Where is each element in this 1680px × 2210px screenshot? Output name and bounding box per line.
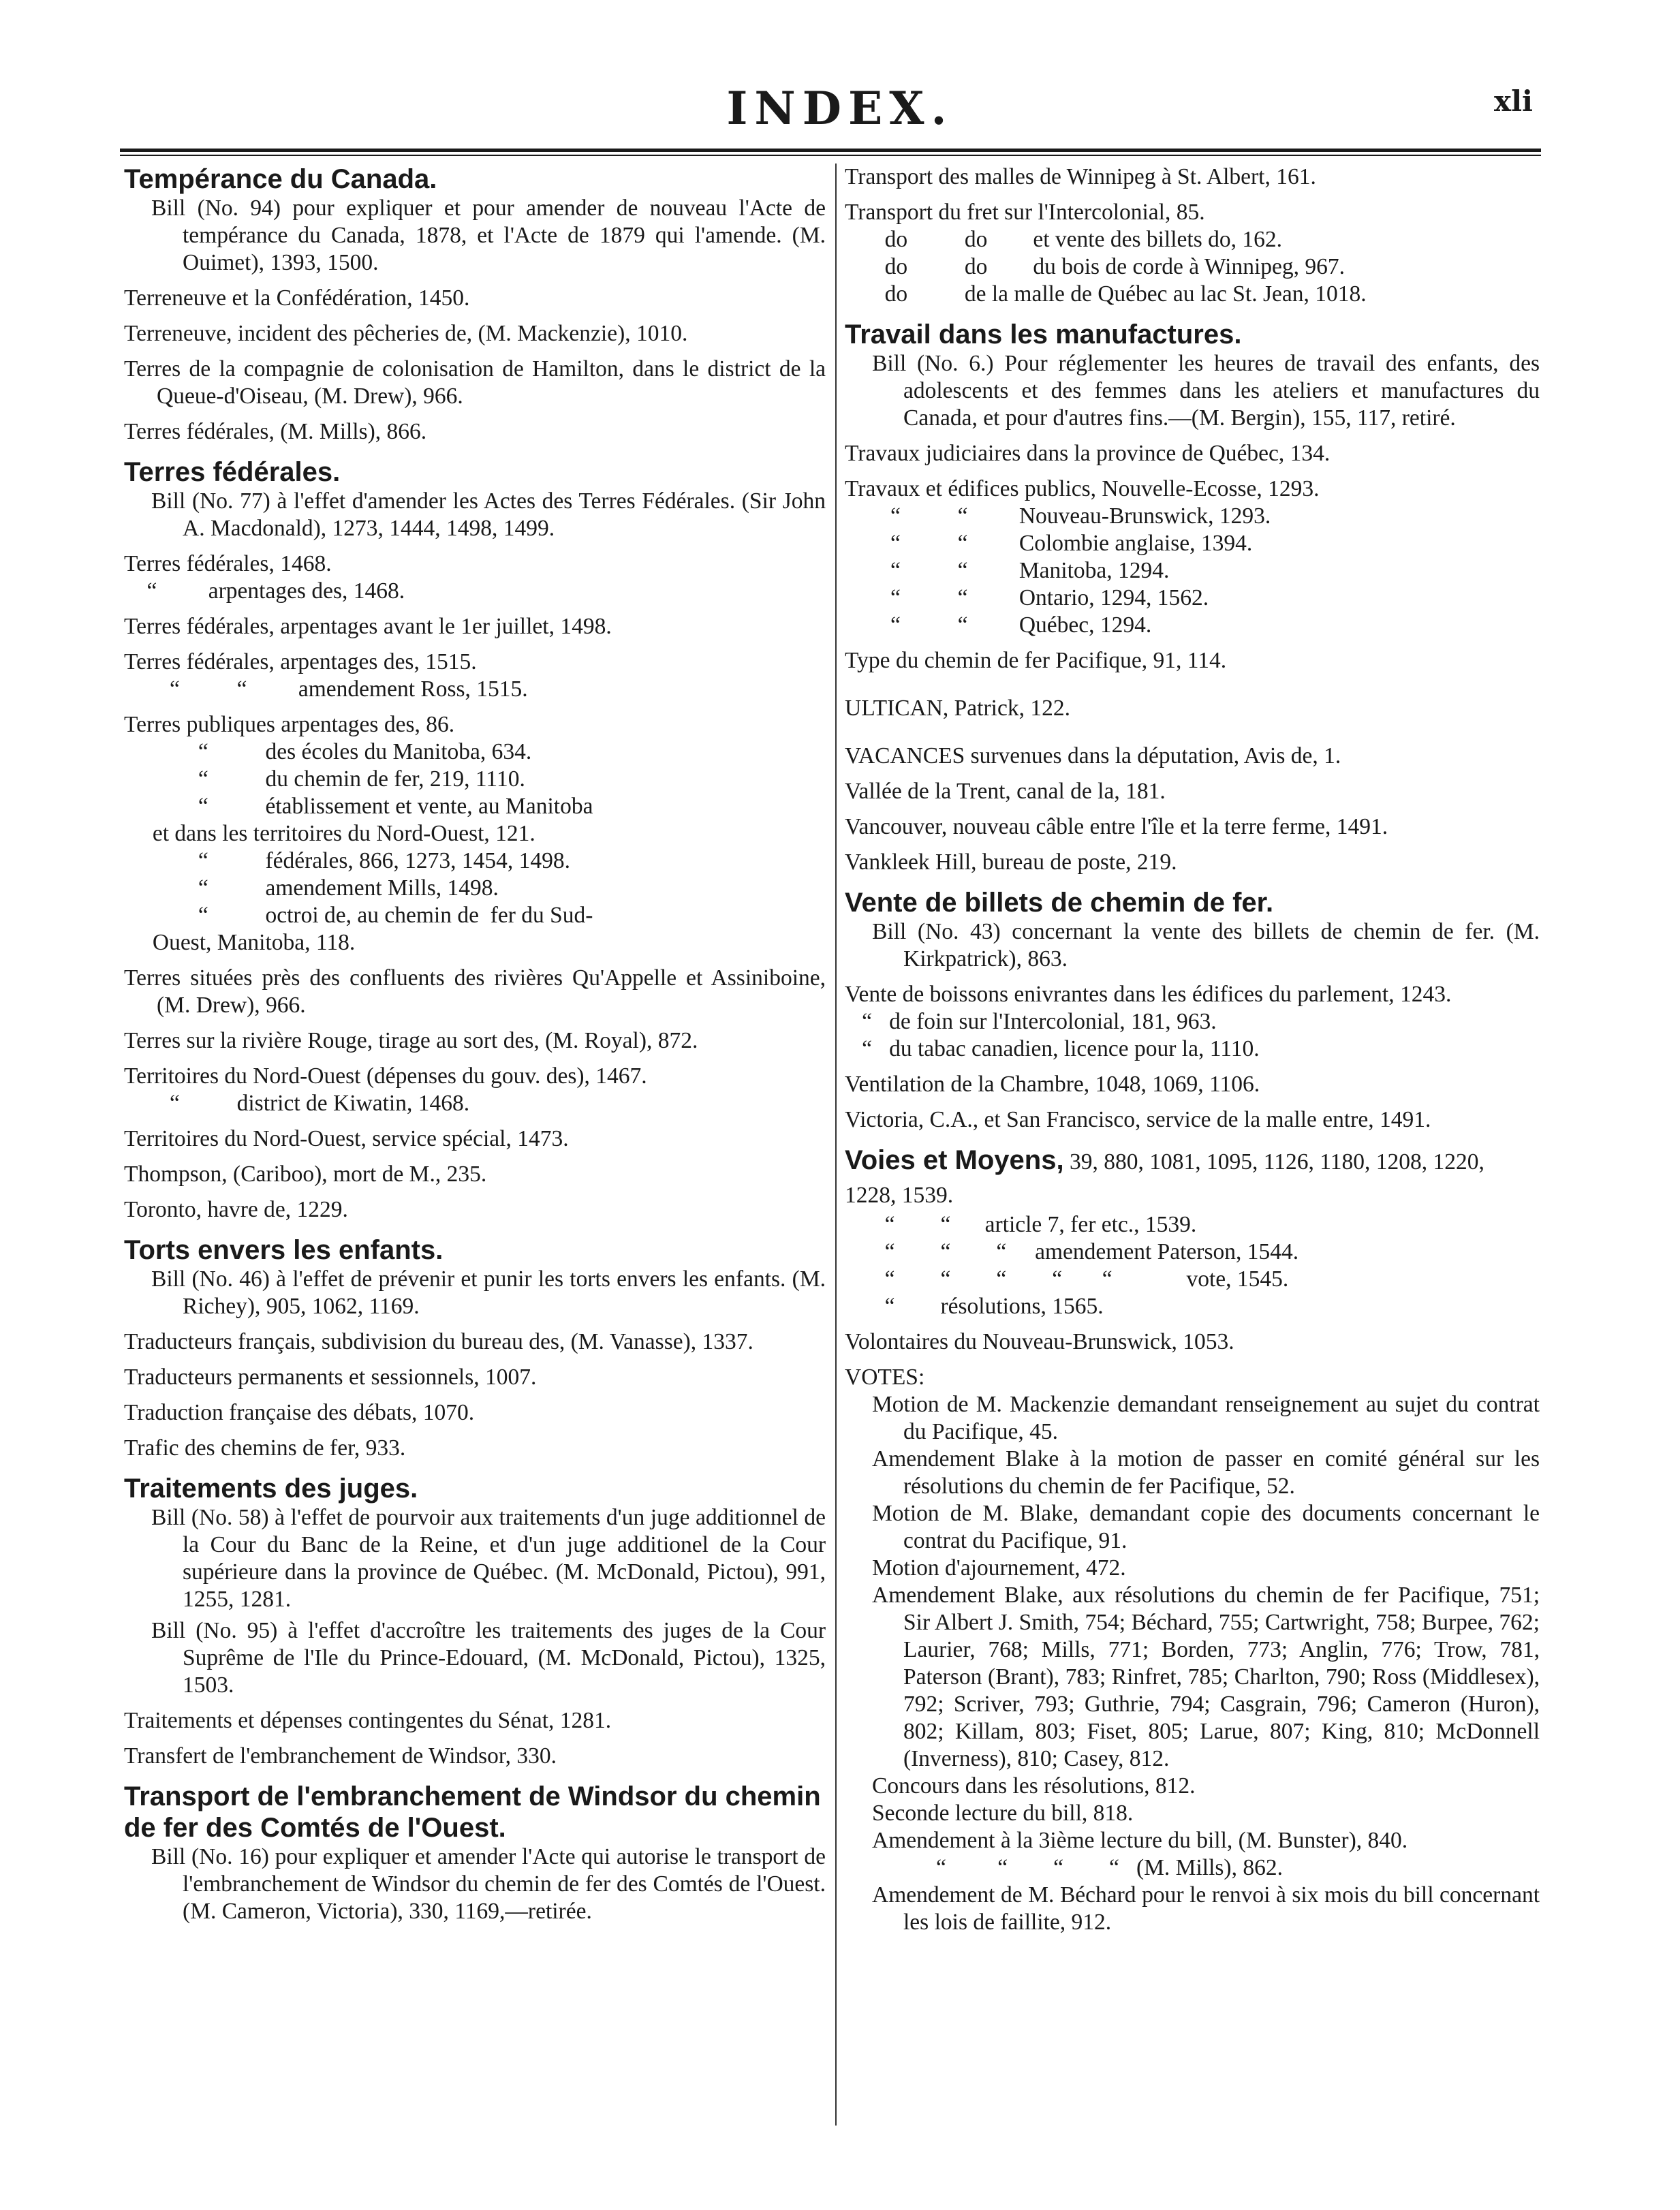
header-rule (120, 149, 1541, 152)
index-ditto-entry: “ des écoles du Manitoba, 634. (124, 739, 532, 764)
index-entry: Thompson, (Cariboo), mort de M., 235. (124, 1162, 487, 1187)
index-ditto-entry: do de la malle de Québec au lac St. Jean, 1018. (845, 281, 1367, 307)
index-sub-entry: Concours dans les résolutions, 812. (872, 1773, 1196, 1799)
index-heading-label: Voies et Moyens, (845, 1145, 1064, 1175)
index-ditto-entry: “ résolutions, 1565. (845, 1294, 1104, 1319)
index-entry: Traduction française des débats, 1070. (124, 1400, 475, 1425)
index-entry: Territoires du Nord-Ouest (dépenses du gouv. des), 1467. (124, 1063, 647, 1089)
index-heading: Torts envers les enfants. (124, 1235, 444, 1265)
index-sub-entry: Bill (No. 95) à l'effet d'accroître les traitements des juges de la Cour Suprême de l'Ile du Prince-Edouard, (M. McDonald, Pictou), 1325, 1503. (151, 1618, 826, 1698)
index-ditto-entry: “ “ “ “ (M. Mills), 862. (845, 1855, 1283, 1880)
index-entry: VOTES: (845, 1365, 925, 1390)
index-entry: Vente de boissons enivrantes dans les édifices du parlement, 1243. (845, 982, 1452, 1007)
index-heading: Travail dans les manufactures. (845, 320, 1242, 349)
index-heading-pages: 39, 880, 1081, 1095, 1126, 1180, 1208, 1220, 1228, 1539. (845, 1149, 1484, 1208)
index-ditto-entry: “ du chemin de fer, 219, 1110. (124, 766, 525, 792)
index-entry: Terres sur la rivière Rouge, tirage au sort des, (M. Royal), 872. (124, 1028, 698, 1053)
index-entry: Trafic des chemins de fer, 933. (124, 1435, 406, 1461)
index-heading (845, 1145, 1540, 1211)
index-ditto-entry: “ “ Ontario, 1294, 1562. (845, 585, 1209, 610)
index-entry: Ventilation de la Chambre, 1048, 1069, 1106. (845, 1072, 1260, 1097)
index-entry: Volontaires du Nouveau-Brunswick, 1053. (845, 1329, 1234, 1354)
index-ditto-entry: “ de foin sur l'Intercolonial, 181, 963. (845, 1009, 1217, 1034)
left-column (124, 164, 826, 1925)
index-ditto-entry: “ district de Kiwatin, 1468. (124, 1091, 470, 1116)
index-entry: Traitements et dépenses contingentes du Sénat, 1281. (124, 1708, 612, 1733)
index-entry: Victoria, C.A., et San Francisco, service de la malle entre, 1491. (845, 1107, 1431, 1132)
index-ditto-entry: do do du bois de corde à Winnipeg, 967. (845, 254, 1345, 279)
index-heading: Terres fédérales. (124, 457, 341, 487)
index-entry: VACANCES survenues dans la députation, Avis de, 1. (845, 743, 1341, 768)
index-heading: Transport de l'embranchement de Windsor du chemin de fer des Comtés de l'Ouest. (124, 1781, 821, 1843)
index-entry: Terres fédérales, (M. Mills), 866. (124, 419, 427, 444)
index-ditto-entry: “ “ Colombie anglaise, 1394. (845, 531, 1253, 556)
index-sub-entry: Motion d'ajournement, 472. (872, 1555, 1126, 1581)
index-entry: Transport des malles de Winnipeg à St. Albert, 161. (845, 164, 1316, 189)
index-entry: Terres fédérales, arpentages avant le 1er juillet, 1498. (124, 614, 612, 639)
index-heading: Tempérance du Canada. (124, 164, 437, 194)
index-sub-entry: Bill (No. 77) à l'effet d'amender les Actes des Terres Fédérales. (Sir John A. Macdonald), 1273, 1444, 1498, 1499. (151, 488, 826, 541)
index-entry: Transfert de l'embranchement de Windsor, 330. (124, 1743, 557, 1769)
index-heading: Traitements des juges. (124, 1474, 418, 1504)
index-entry: Terreneuve, incident des pêcheries de, (M. Mackenzie), 1010. (124, 321, 688, 346)
index-ditto-entry: “ du tabac canadien, licence pour la, 1110. (845, 1036, 1260, 1061)
index-ditto-entry: “ “ amendement Ross, 1515. (124, 676, 528, 702)
index-ditto-entry: “ “ “ amendement Paterson, 1544. (845, 1239, 1299, 1264)
index-ditto-entry: “ “ Nouveau-Brunswick, 1293. (845, 503, 1271, 529)
index-entry: Transport du fret sur l'Intercolonial, 85. (845, 200, 1205, 225)
index-entry: Vancouver, nouveau câble entre l'île et la terre ferme, 1491. (845, 814, 1388, 839)
index-entry: Travaux et édifices publics, Nouvelle-Ecosse, 1293. (845, 476, 1320, 501)
column-divider (835, 164, 837, 2126)
index-ditto-entry: “ établissement et vente, au Manitoba (124, 794, 593, 819)
index-heading: Vente de billets de chemin de fer. (845, 888, 1274, 918)
index-entry: ULTICAN, Patrick, 122. (845, 696, 1070, 721)
index-ditto-entry: “ “ “ “ “ vote, 1545. (845, 1266, 1289, 1292)
index-entry: Travaux judiciaires dans la province de Québec, 134. (845, 441, 1331, 466)
index-entry: Traducteurs français, subdivision du bureau des, (M. Vanasse), 1337. (124, 1329, 753, 1354)
index-sub-entry: Motion de M. Mackenzie demandant renseignement au sujet du contrat du Pacifique, 45. (872, 1392, 1540, 1444)
index-sub-entry: Motion de M. Blake, demandant copie des documents concernant le contrat du Pacifique, 91. (872, 1501, 1540, 1553)
index-entry: Terres fédérales, arpentages des, 1515. (124, 649, 477, 674)
index-continuation: Ouest, Manitoba, 118. (124, 930, 356, 955)
index-entry: Traducteurs permanents et sessionnels, 1007. (124, 1365, 537, 1390)
index-sub-entry: Amendement Blake, aux résolutions du chemin de fer Pacifique, 751; Sir Albert J. Smith, 754; Béchard, 755; Cartwright, 758; Burpee, 762; Laurier, 768; Mills, 771; Borden, 773; Anglin, 776; Trow, 781, Paterson (Brant), 783; Rinfret, 785; Charlton, 790; Ross (Middlesex), 792; Scriver, 793; Guthrie, 794; Casgrain, 796; Cameron (Huron), 802; Killam, 803; Fiset, 805; Larue, 807; King, 810; McDonnell (Inverness), 810; Casey, 812. (872, 1583, 1540, 1771)
right-column (845, 164, 1540, 1936)
index-entry: Vankleek Hill, bureau de poste, 219. (845, 850, 1177, 875)
page-number: xli (1494, 84, 1533, 118)
index-entry: Toronto, havre de, 1229. (124, 1197, 348, 1222)
page-title: INDEX. (726, 82, 954, 135)
index-entry: Terres situées près des confluents des rivières Qu'Appelle et Assiniboine, (M. Drew), 966. (124, 965, 826, 1018)
index-sub-entry: Amendement de M. Béchard pour le renvoi à six mois du bill concernant les lois de faillite, 912. (872, 1882, 1540, 1935)
index-sub-entry: Bill (No. 94) pour expliquer et pour amender de nouveau l'Acte de tempérance du Canada, 1878, et l'Acte de 1879 qui l'amende. (M. Ouimet), 1393, 1500. (151, 196, 826, 275)
index-sub-entry: Bill (No. 6.) Pour réglementer les heures de travail des enfants, des adolescents et des femmes dans les ateliers et manufactures du Canada, et pour d'autres fins.—(M. Bergin), 155, 117, retiré. (872, 351, 1540, 431)
index-ditto-entry: do do et vente des billets do, 162. (845, 227, 1283, 252)
index-entry: Terres fédérales, 1468. (124, 551, 332, 576)
index-ditto-entry: “ “ Manitoba, 1294. (845, 558, 1170, 583)
index-entry: Vallée de la Trent, canal de la, 181. (845, 779, 1166, 804)
index-sub-entry: Bill (No. 43) concernant la vente des billets de chemin de fer. (M. Kirkpatrick), 863. (872, 919, 1540, 971)
index-ditto-entry: “ octroi de, au chemin de fer du Sud- (124, 903, 593, 928)
index-sub-entry: Bill (No. 46) à l'effet de prévenir et punir les torts envers les enfants. (M. Richey), 905, 1062, 1169. (151, 1266, 826, 1319)
index-sub-entry: Seconde lecture du bill, 818. (872, 1801, 1134, 1826)
index-ditto-entry: “ “ Québec, 1294. (845, 612, 1152, 638)
index-ditto-entry: “ amendement Mills, 1498. (124, 875, 499, 901)
index-sub-entry: Bill (No. 16) pour expliquer et amender l'Acte qui autorise le transport de l'embranchement de Windsor du chemin de fer des Comtés de l'Ouest. (M. Cameron, Victoria), 330, 1169,—retirée. (151, 1844, 826, 1924)
index-entry: Terres de la compagnie de colonisation de Hamilton, dans le district de la Queue-d'Oiseau, (M. Drew), 966. (124, 356, 826, 409)
index-entry: Territoires du Nord-Ouest, service spécial, 1473. (124, 1126, 569, 1151)
header-rule-thin (120, 155, 1541, 156)
index-continuation: et dans les territoires du Nord-Ouest, 121. (124, 821, 535, 846)
index-ditto-entry: “ arpentages des, 1468. (124, 578, 405, 604)
index-entry: Terreneuve et la Confédération, 1450. (124, 285, 470, 311)
index-sub-entry: Amendement Blake à la motion de passer en comité général sur les résolutions du chemin de fer Pacifique, 52. (872, 1446, 1540, 1499)
index-ditto-entry: “ fédérales, 866, 1273, 1454, 1498. (124, 848, 571, 873)
index-sub-entry: Bill (No. 58) à l'effet de pourvoir aux traitements d'un juge additionnel de la Cour du Banc de la Reine, et d'un juge additionel de la Cour supérieure dans la province de Québec. (M. McDonald, Pictou), 991, 1255, 1281. (151, 1505, 826, 1612)
index-sub-entry: Amendement à la 3ième lecture du bill, (M. Bunster), 840. (872, 1828, 1408, 1853)
index-entry: Type du chemin de fer Pacifique, 91, 114. (845, 648, 1227, 673)
index-entry: Terres publiques arpentages des, 86. (124, 712, 455, 737)
index-ditto-entry: “ “ article 7, fer etc., 1539. (845, 1212, 1197, 1237)
